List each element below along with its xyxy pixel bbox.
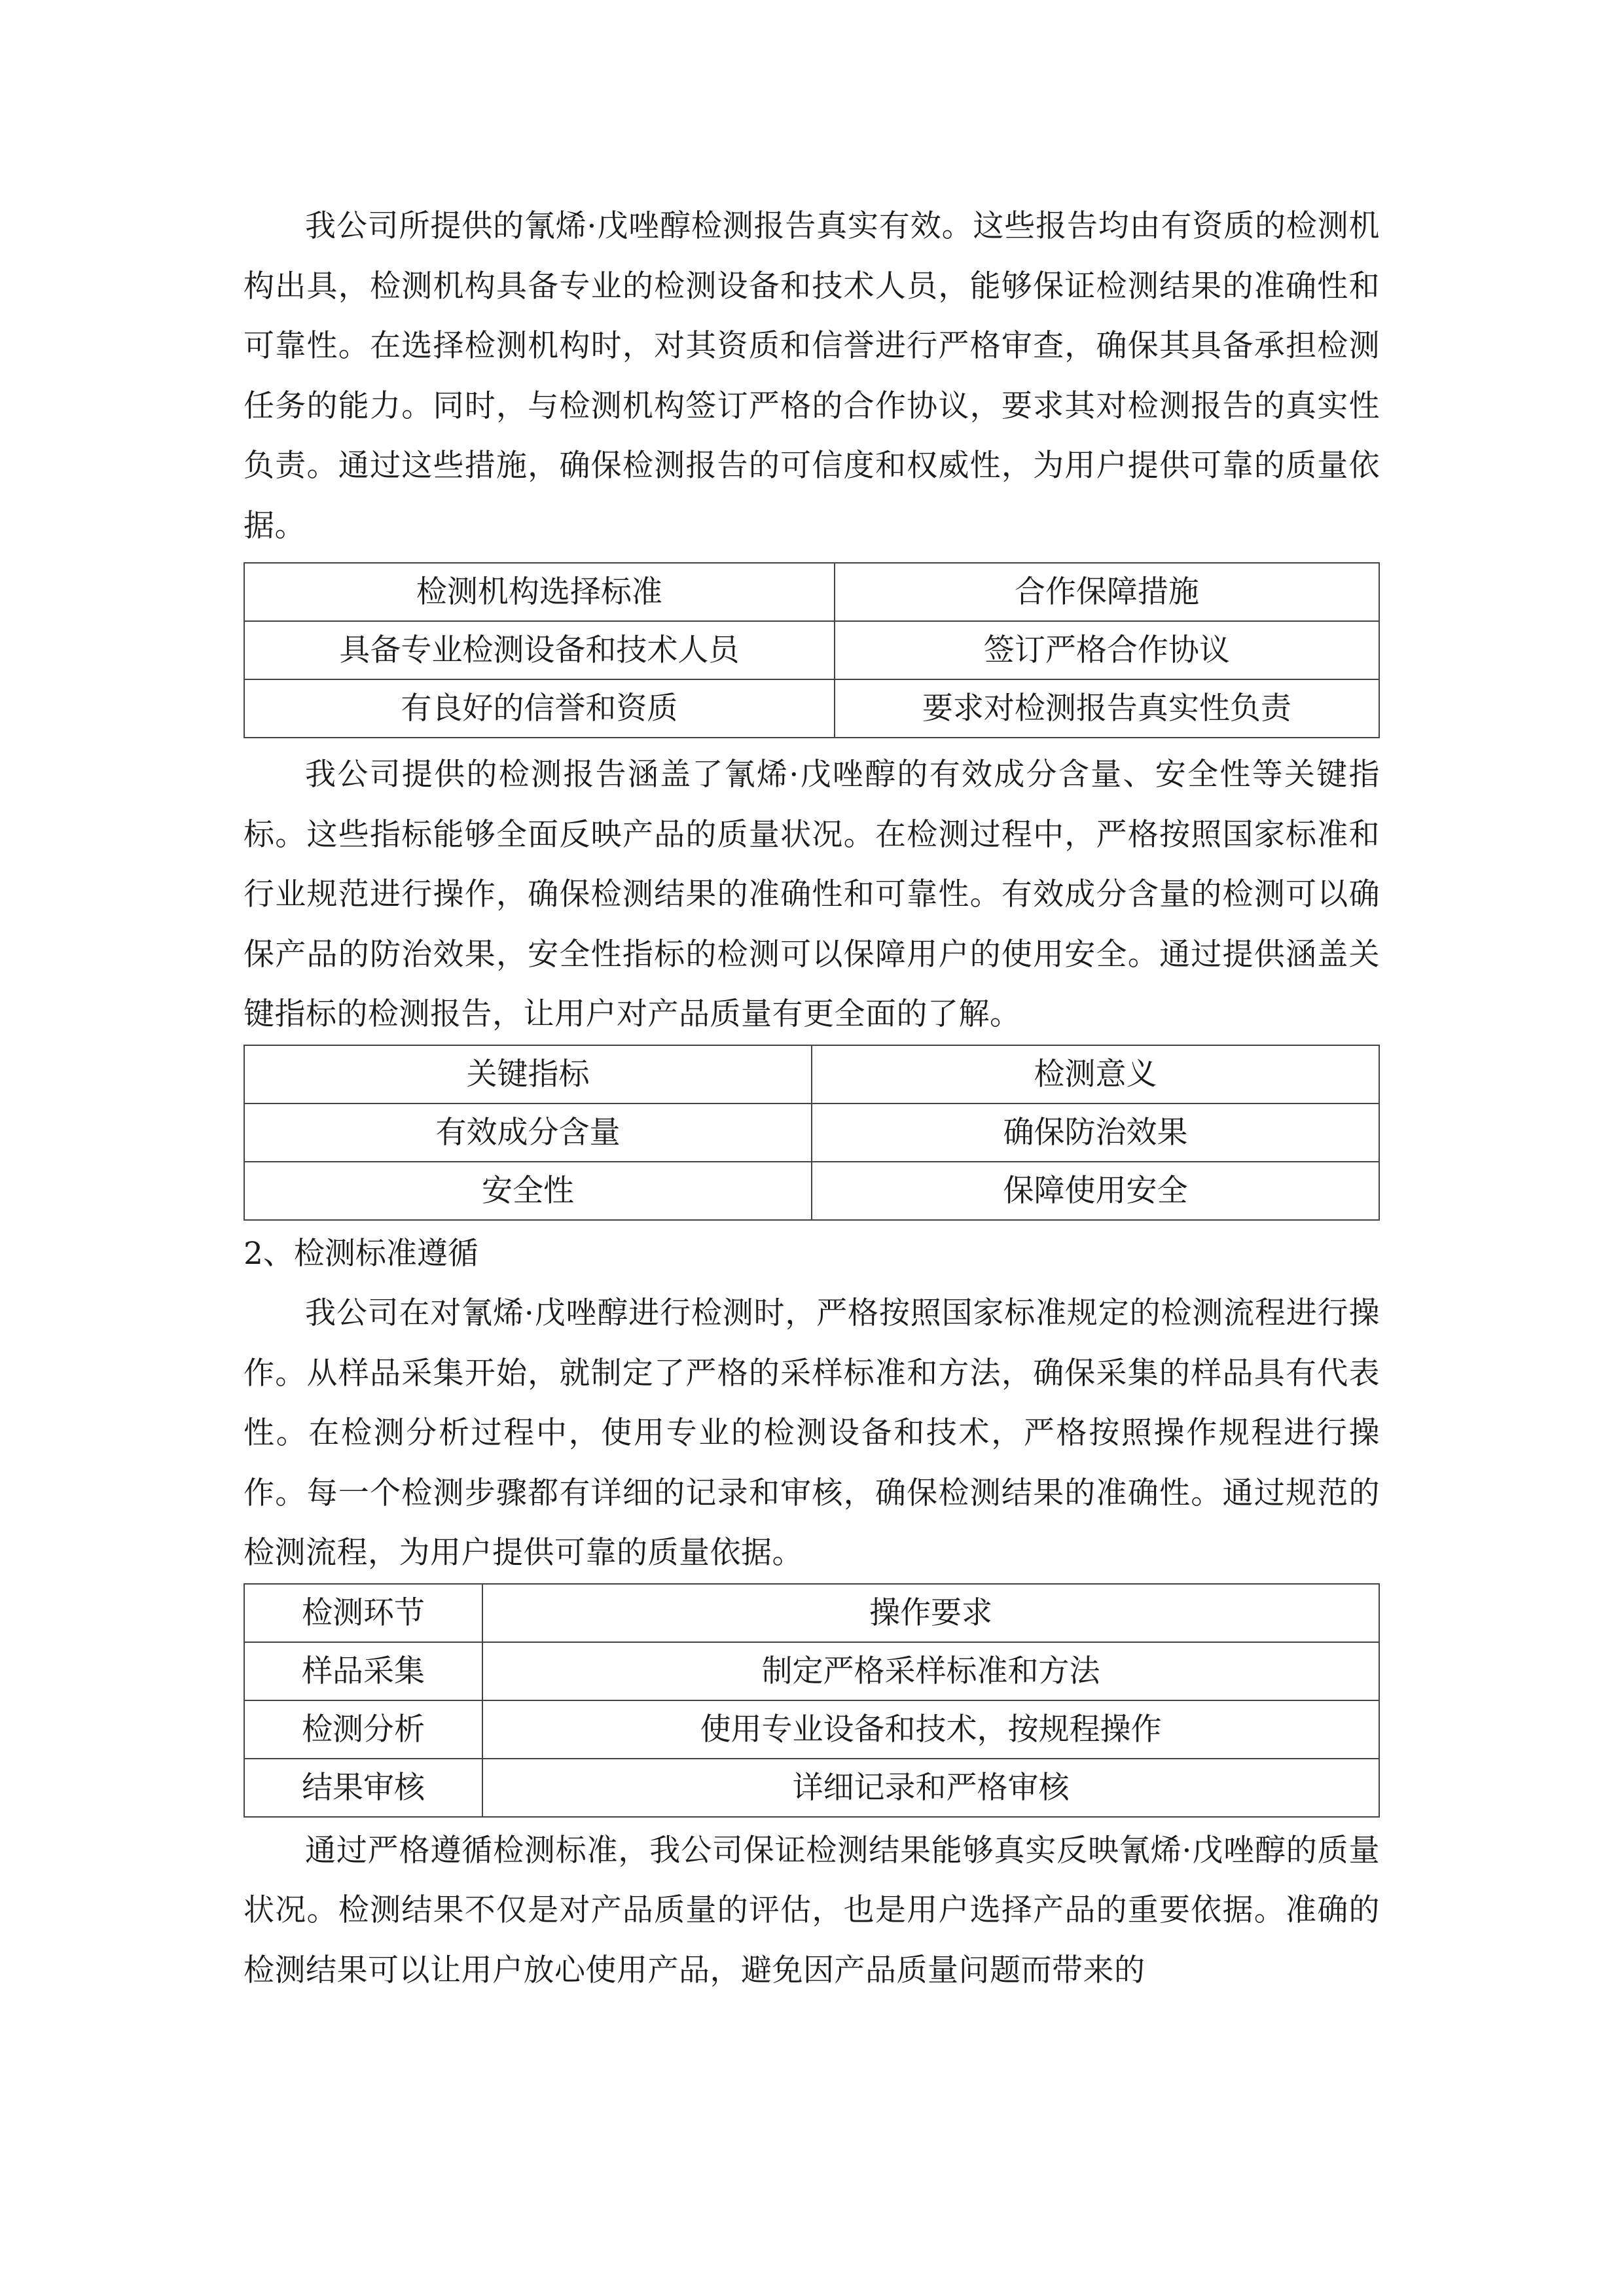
paragraph-testing-process: 我公司在对氰烯·戊唑醇进行检测时，严格按照国家标准规定的检测流程进行操作。从样品采集开始，就制定了严格的采样标准和方法，确保采集的样品具有代表性。在检测分析过程中，使用专业的检测设备和技术，严格按照操作规程进行操作。每一个检测步骤都有详细的记录和审核，确保检测结果的准确性。通过规范的检测流程，为用户提供可靠的质量依据。: [244, 1295, 1380, 1571]
table-header-cell: 检测机构选择标准: [244, 563, 835, 621]
table-row: [244, 1103, 1379, 1162]
table-cell: 结果审核: [244, 1759, 482, 1817]
table-header-row: [244, 1584, 1379, 1642]
table-cell: 详细记录和严格审核: [482, 1759, 1379, 1817]
table-row: [244, 1700, 1379, 1759]
table-key-indicators: [244, 1045, 1380, 1221]
table-cell: 具备专业检测设备和技术人员: [244, 621, 835, 679]
paragraph-key-indicators: 我公司提供的检测报告涵盖了氰烯·戊唑醇的有效成分含量、安全性等关键指标。这些指标能够全面反映产品的质量状况。在检测过程中，严格按照国家标准和行业规范进行操作，确保检测结果的准确性和可靠性。有效成分含量的检测可以确保产品的防治效果，安全性指标的检测可以保障用户的使用安全。通过提供涵盖关键指标的检测报告，让用户对产品质量有更全面的了解。: [244, 757, 1380, 1032]
table-row: [244, 1642, 1379, 1700]
table-cell: 保障使用安全: [812, 1162, 1379, 1220]
table-cell: 要求对检测报告真实性负责: [835, 679, 1379, 738]
section-heading: 2、检测标准遵循: [244, 1235, 478, 1272]
table-cell: 确保防治效果: [812, 1103, 1379, 1162]
table-header-cell: 操作要求: [482, 1584, 1379, 1642]
table-row: [244, 679, 1379, 738]
table-header-cell: 合作保障措施: [835, 563, 1379, 621]
table-cell: 制定严格采样标准和方法: [482, 1642, 1379, 1700]
table-header-cell: 检测环节: [244, 1584, 482, 1642]
table-row: [244, 621, 1379, 679]
table-cell: 使用专业设备和技术，按规程操作: [482, 1700, 1379, 1759]
paragraph-report-authenticity: 我公司所提供的氰烯·戊唑醇检测报告真实有效。这些报告均由有资质的检测机构出具，检测机构具备专业的检测设备和技术人员，能够保证检测结果的准确性和可靠性。在选择检测机构时，对其资质和信誉进行严格审查，确保其具备承担检测任务的能力。同时，与检测机构签订严格的合作协议，要求其对检测报告的真实性负责。通过这些措施，确保检测报告的可信度和权威性，为用户提供可靠的质量依据。: [244, 208, 1380, 544]
document-page: [244, 196, 1380, 2000]
table-cell: 检测分析: [244, 1700, 482, 1759]
table-cell: 有效成分含量: [244, 1103, 812, 1162]
table-cell: 有良好的信誉和资质: [244, 679, 835, 738]
table-cell: 签订严格合作协议: [835, 621, 1379, 679]
table-row: [244, 1759, 1379, 1817]
table-cell: 样品采集: [244, 1642, 482, 1700]
table-header-row: [244, 1045, 1379, 1103]
table-header-row: [244, 563, 1379, 621]
table-testing-steps: [244, 1583, 1380, 1818]
table-row: [244, 1162, 1379, 1220]
table-institution-criteria: [244, 562, 1380, 738]
paragraph-standard-compliance: 通过严格遵循检测标准，我公司保证检测结果能够真实反映氰烯·戊唑醇的质量状况。检测结果不仅是对产品质量的评估，也是用户选择产品的重要依据。准确的检测结果可以让用户放心使用产品，避免因产品质量问题而带来的: [244, 1832, 1380, 1988]
table-cell: 安全性: [244, 1162, 812, 1220]
table-header-cell: 关键指标: [244, 1045, 812, 1103]
table-header-cell: 检测意义: [812, 1045, 1379, 1103]
